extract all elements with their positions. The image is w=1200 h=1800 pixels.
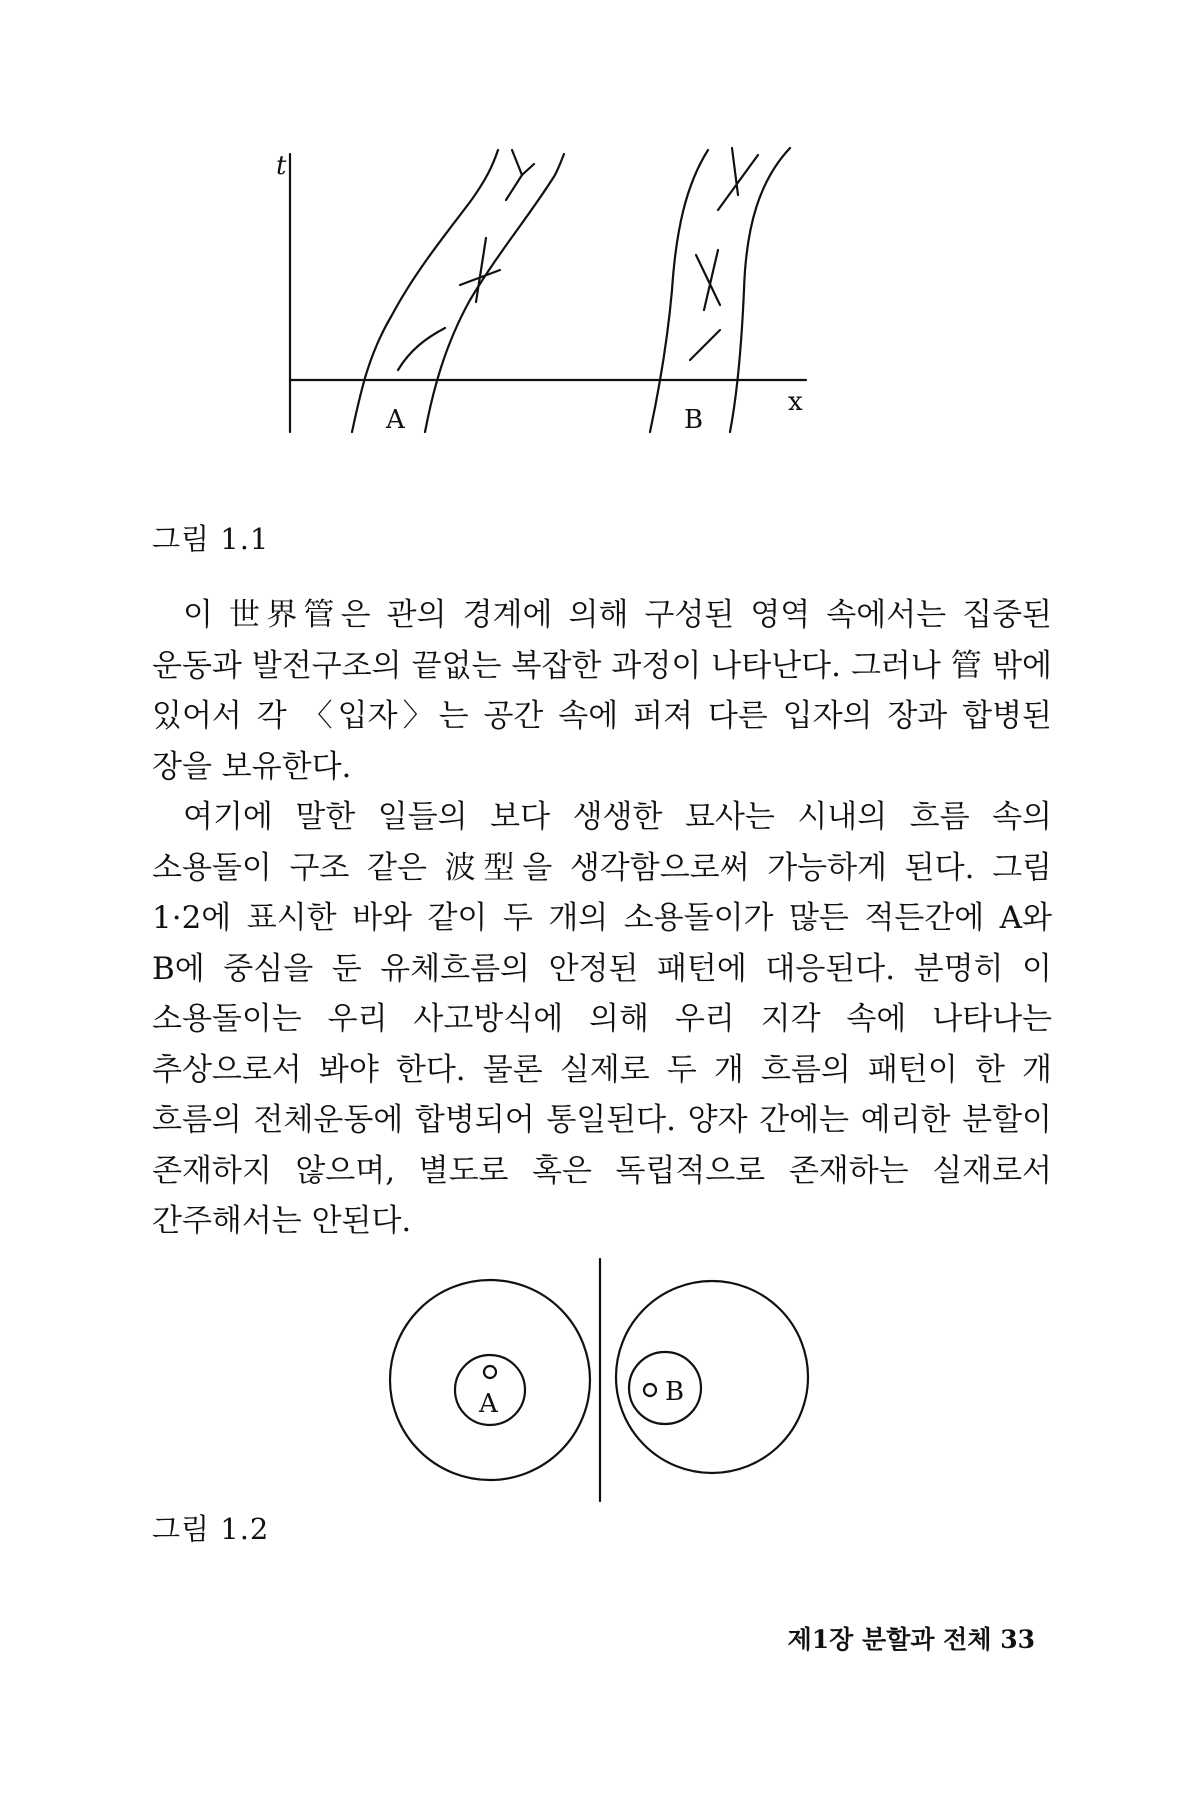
vortex-b-label: B (665, 1377, 685, 1407)
page-footer (788, 1620, 1035, 1656)
tube-b-left-boundary (650, 150, 708, 432)
tube-a-structure-cross-middle (460, 238, 500, 302)
tube-a-right-boundary (425, 154, 564, 432)
tube-b-structure-x-middle (696, 250, 720, 310)
paragraph-1: 이 世界管은 관의 경계에 의해 구성된 영역 속에서는 집중된 운동과 발전구조의 끝없는 복잡한 과정이 나타난다. 그러나 管 밖에 있어서 각 〈입자〉는 공간 속에 퍼져 다른 입자의 장과 합병된 장을 보유한다. (152, 597, 1052, 785)
tube-b-structure-slash-lower (690, 330, 720, 360)
vortex-a-center-dot (484, 1366, 496, 1378)
figure-1-1-world-tubes (276, 150, 950, 510)
vortex-a-outer-circle (390, 1280, 590, 1480)
paragraph-2: 여기에 말한 일들의 보다 생생한 묘사는 시내의 흐름 속의 소용돌이 구조 같은 波型을 생각함으로써 가능하게 된다. 그림 1·2에 표시한 바와 같이 두 개의 소용돌이가 많든 적든간에 A와 B에 중심을 둔 유체흐름의 안정된 패턴에 대응된다. 분명히 이 소용돌이는 우리 사고방식에 의해 우리 지각 속에 나타나는 추상으로서 봐야 한다. 물론 실제로 두 개 흐름의 패턴이 한 개 흐름의 전체운동에 합병되어 통일된다. 양자 간에는 예리한 분할이 존재하지 않으며, 별도로 혹은 독립적으로 존재하는 실재로서 간주해서는 안된다. (152, 799, 1052, 1239)
t-axis-label: t (276, 151, 287, 181)
vortex-b-center-dot (644, 1384, 656, 1396)
body-text (152, 590, 1052, 1247)
tube-b-structure-x-upper (718, 148, 758, 210)
vortex-a-label: A (479, 1389, 498, 1419)
tube-a-structure-x-upper (506, 150, 522, 200)
figure-1-2-vortices (370, 1255, 830, 1505)
figure-1-2-caption: 그림 1.2 (152, 1512, 270, 1546)
vortex-b-outer-circle (616, 1281, 808, 1473)
x-axis-label: x (788, 387, 803, 417)
tube-a-structure-arc-lower (398, 328, 445, 370)
tube-a-structure-x-upper-branch (522, 164, 534, 175)
figure-1-1-caption: 그림 1.1 (152, 522, 270, 556)
tube-b-label: B (684, 405, 704, 435)
tube-a-label: A (386, 405, 405, 435)
page-number: 33 (1000, 1625, 1035, 1654)
tube-b-right-boundary (730, 148, 790, 432)
running-title: 제1장 분할과 전체 (787, 1625, 992, 1654)
